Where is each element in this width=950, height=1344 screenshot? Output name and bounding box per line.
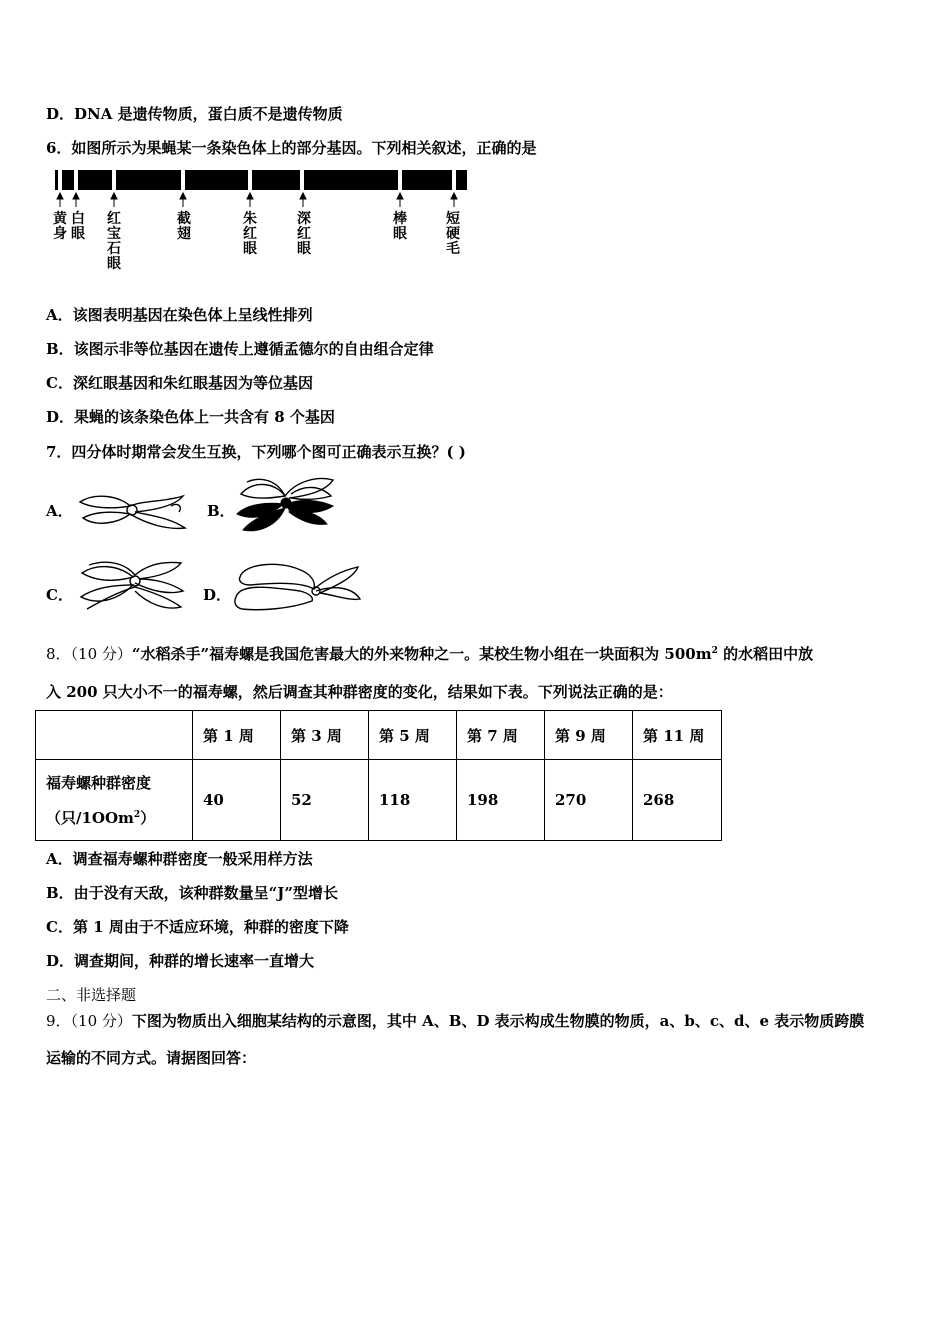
q8-stem-line2: 入 200 只大小不一的福寿螺，然后调查其种群密度的变化，结果如下表。下列说法正确的是： [46,683,673,701]
chromosome-segment [78,170,112,190]
tetrad-figure-d [230,557,365,617]
q8-option-d: D．调查期间，种群的增长速率一直增大 [46,952,315,970]
q8-stem-text-end: 的水稻田中放 [717,645,814,663]
q8-option-c: C．第 1 周由于不适应环境，种群的密度下降 [46,918,349,936]
q7-label-a: A． [46,502,73,520]
chromosome-segment [62,170,74,190]
gene-label: 黄身 [53,211,67,242]
table-cell: 270 [545,760,633,841]
tetrad-figure-b [233,474,338,536]
table-header-cell [36,711,193,760]
section-heading: 二、非选择题 [46,986,137,1004]
q9-number: 9．（10 分） [46,1012,132,1030]
table-header-cell: 第 7 周 [457,711,545,760]
gene-label: 白眼 [71,211,85,242]
chromosome-segment [55,170,58,190]
q6-option-d: D．果蝇的该条染色体上一共含有 8 个基因 [46,408,335,426]
q6-option-a: A．该图表明基因在染色体上呈线性排列 [46,306,313,324]
q5-option-d: D．DNA 是遗传物质，蛋白质不是遗传物质 [46,105,343,123]
table-cell: 268 [633,760,722,841]
q8-option-a: A．调查福寿螺种群密度一般采用样方法 [46,850,313,868]
table-header-cell: 第 11 周 [633,711,722,760]
chromosome-segment [304,170,398,190]
gene-label: 棒眼 [393,211,407,242]
row-label-line2 [46,799,192,834]
chromosome-segment [185,170,248,190]
gene-label: 深红眼 [297,211,311,257]
tetrad-figure-c [77,557,187,615]
tetrad-figure-a [75,488,190,533]
table-header-cell: 第 1 周 [193,711,281,760]
q9-stem-line2: 运输的不同方式。请据图回答： [46,1049,257,1067]
q9-stem-line1 [46,1010,864,1031]
q7-stem: 7．四分体时期常会发生互换，下列哪个图可正确表示互换？( ) [46,443,466,461]
table-header-cell: 第 9 周 [545,711,633,760]
q6-stem: 6．如图所示为果蝇某一条染色体上的部分基因。下列相关叙述，正确的是 [46,139,537,157]
table-cell: 198 [457,760,545,841]
table-header-row [36,711,722,760]
row-label-superscript: 2 [133,809,141,820]
row-label-line1: 福寿螺种群密度 [46,773,152,792]
q8-stem-line1 [46,643,813,664]
chromosome-segment [116,170,181,190]
q7-label-c: C． [46,586,73,604]
q6-option-c: C．深红眼基因和朱红眼基因为等位基因 [46,374,313,392]
q6-option-b: B．该图示非等位基因在遗传上遵循孟德尔的自由组合定律 [46,340,434,358]
gene-label: 截翅 [177,211,191,242]
table-cell: 40 [193,760,281,841]
table-row [36,760,722,841]
q8-stem-superscript: 2 [711,646,718,656]
q7-label-d: D． [203,586,232,604]
chromosome-segment [252,170,300,190]
q9-stem-text: 下图为物质出入细胞某结构的示意图，其中 A、B、D 表示构成生物膜的物质，a、b、c、d、e 表示物质跨膜 [131,1012,865,1030]
table-cell: 118 [369,760,457,841]
snail-density-table [35,710,722,841]
gene-label: 红宝石眼 [107,211,121,272]
table-row-label [36,760,193,841]
q7-label-b: B． [207,502,235,520]
table-cell: 52 [281,760,369,841]
gene-label: 短硬毛 [446,211,460,257]
q8-stem-text: “水稻杀手”福寿螺是我国危害最大的外来物种之一。某校生物小组在一块面积为 500m [131,645,712,663]
row-label-unit: （只/1OOm [46,808,134,827]
table-header-cell: 第 3 周 [281,711,369,760]
q8-option-b: B．由于没有天敌，该种群数量呈“J”型增长 [46,884,339,902]
chromosome-segment [456,170,467,190]
q8-number: 8．（10 分） [46,645,132,663]
row-label-close: ） [140,808,156,827]
table-header-cell: 第 5 周 [369,711,457,760]
chromosome-gene-diagram [50,165,480,280]
gene-label: 朱红眼 [243,211,257,257]
chromosome-segment [402,170,452,190]
